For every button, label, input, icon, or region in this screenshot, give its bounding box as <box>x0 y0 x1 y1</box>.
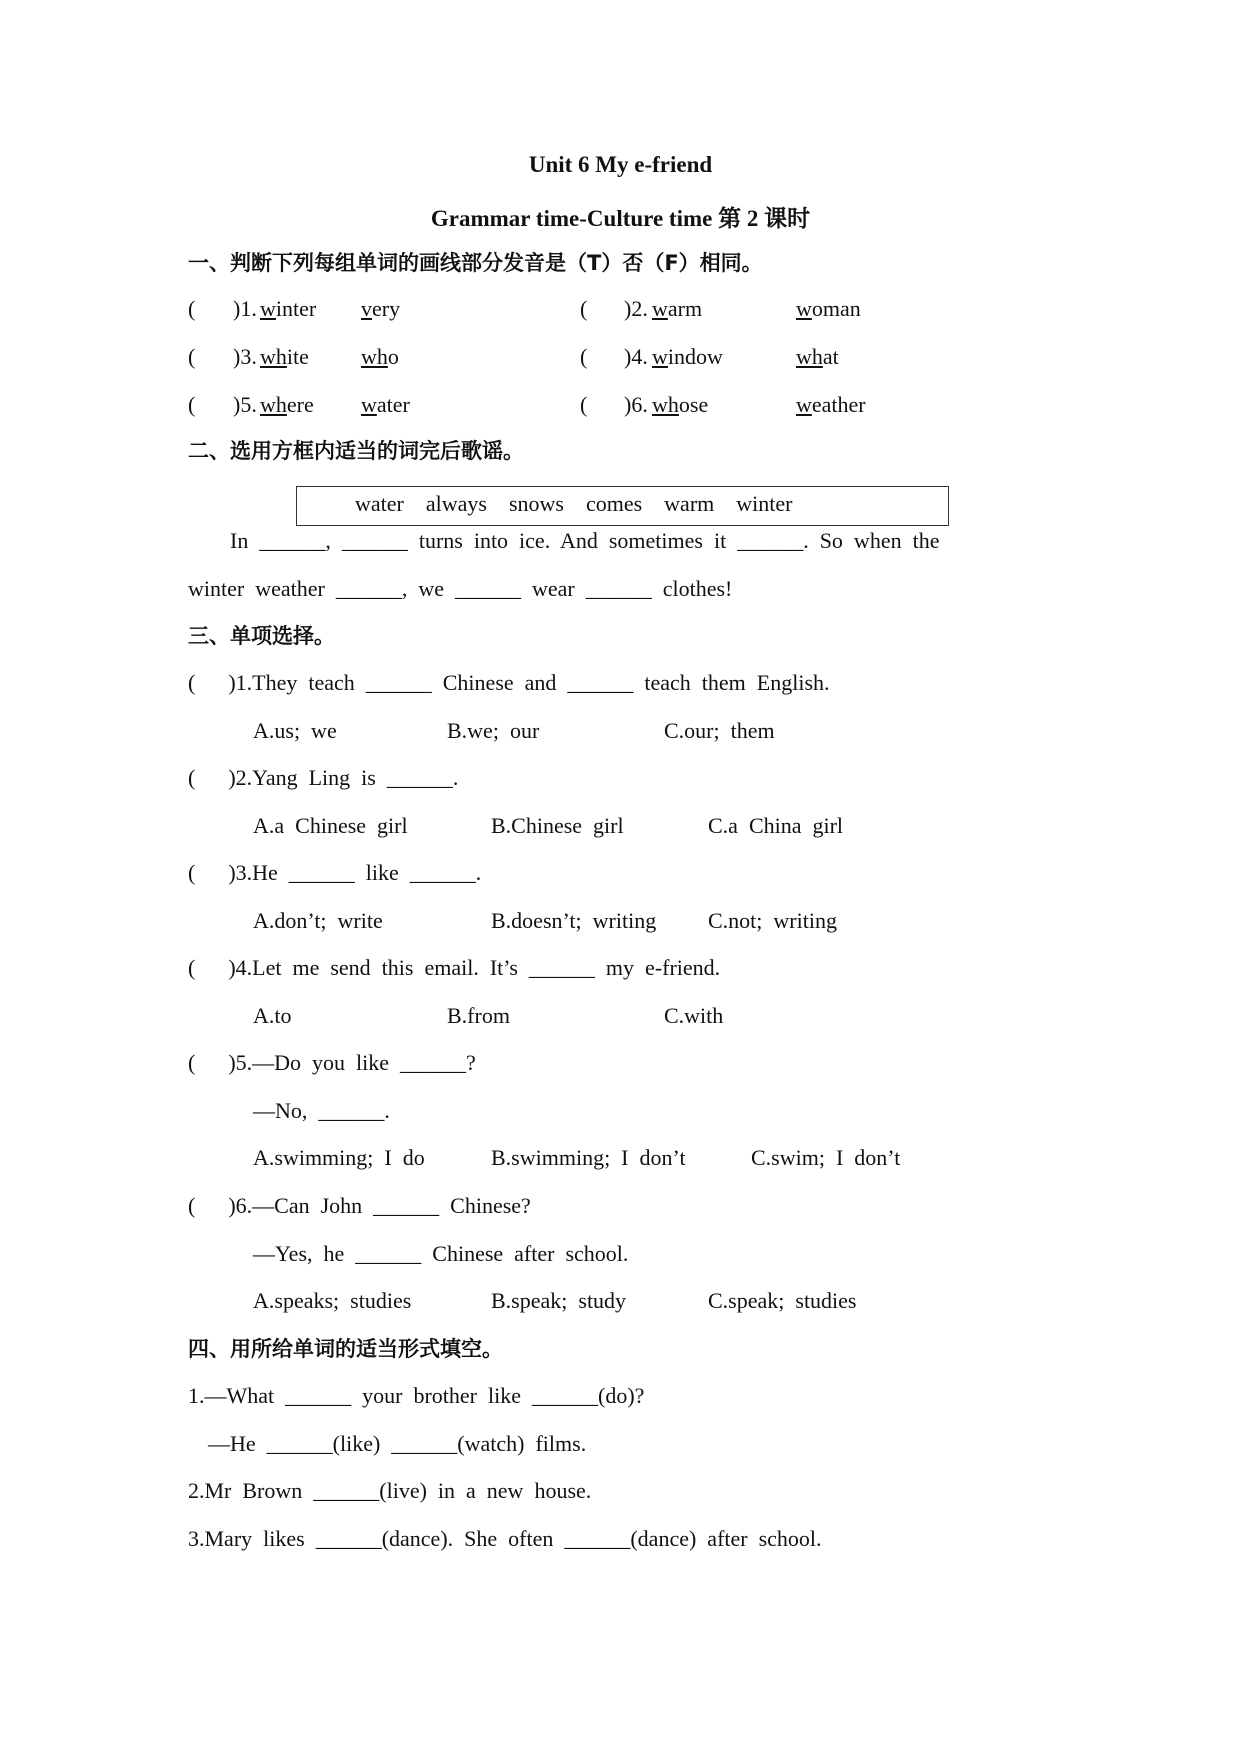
word-bank: water always snows comes warm winter <box>355 491 793 516</box>
section2-heading: 二、选用方框内适当的词完后歌谣。 <box>188 439 524 463</box>
underlined-part: w <box>796 392 812 417</box>
word-1: white <box>260 344 309 369</box>
section1-heading: 一、判断下列每组单词的画线部分发音是（T）否（F）相同。 <box>188 251 763 275</box>
question-text: ( )4.Let me send this email. It’s ______ my e-friend. <box>188 955 721 980</box>
option-a[interactable]: A.swimming; I do <box>253 1145 425 1170</box>
answer-paren[interactable]: ( <box>188 392 196 417</box>
answer-paren[interactable]: ( <box>580 344 588 369</box>
underlined-part: w <box>796 296 812 321</box>
word-2: weather <box>796 392 866 417</box>
underlined-part: w <box>652 344 668 369</box>
fill-line-1-reply: —He ______(like) ______(watch) films. <box>208 1431 587 1456</box>
option-c[interactable]: C.a China girl <box>708 813 844 838</box>
answer-paren[interactable]: ( <box>580 296 588 321</box>
word-1: winter <box>260 296 317 321</box>
option-a[interactable]: A.speaks; studies <box>253 1288 412 1313</box>
underlined-part: wh <box>260 392 287 417</box>
option-c[interactable]: C.swim; I don’t <box>751 1145 901 1170</box>
item-number: )3. <box>233 344 257 369</box>
word-1: window <box>652 344 723 369</box>
word-1: where <box>260 392 314 417</box>
word-2: water <box>361 392 410 417</box>
underlined-part: wh <box>652 392 679 417</box>
option-c[interactable]: C.our; them <box>664 718 775 743</box>
question-text: ( )1.They teach ______ Chinese and ______ teach them English. <box>188 670 830 695</box>
underlined-part: v <box>361 296 372 321</box>
fill-line-2: 2.Mr Brown ______(live) in a new house. <box>188 1478 592 1503</box>
option-c[interactable]: C.not; writing <box>708 908 837 933</box>
fill-line-3: 3.Mary likes ______(dance). She often ______(dance) after school. <box>188 1526 822 1551</box>
option-b[interactable]: B.speak; study <box>491 1288 627 1313</box>
word-2: woman <box>796 296 861 321</box>
word-2: what <box>796 344 839 369</box>
underlined-part: wh <box>260 344 287 369</box>
item-number: )6. <box>624 392 648 417</box>
worksheet-subtitle: Grammar time-Culture time 第 2 课时 <box>430 206 811 231</box>
question-text: ( )3.He ______ like ______. <box>188 860 482 885</box>
option-a[interactable]: A.to <box>253 1003 292 1028</box>
word-1: whose <box>652 392 709 417</box>
underlined-part: w <box>361 392 377 417</box>
item-number: )2. <box>624 296 648 321</box>
item-number: )5. <box>233 392 257 417</box>
rhyme-line-1: In ______, ______ turns into ice. And sometimes it ______. So when the <box>230 528 940 553</box>
answer-paren[interactable]: ( <box>580 392 588 417</box>
option-b[interactable]: B.doesn’t; writing <box>491 908 657 933</box>
word-1: warm <box>652 296 703 321</box>
option-b[interactable]: B.we; our <box>447 718 540 743</box>
underlined-part: wh <box>361 344 388 369</box>
question-text: ( )5.—Do you like ______? <box>188 1050 476 1075</box>
question-reply: —Yes, he ______ Chinese after school. <box>253 1241 629 1266</box>
underlined-part: w <box>652 296 668 321</box>
underlined-part: w <box>260 296 276 321</box>
answer-paren[interactable]: ( <box>188 344 196 369</box>
option-b[interactable]: B.from <box>447 1003 510 1028</box>
section4-heading: 四、用所给单词的适当形式填空。 <box>188 1337 503 1361</box>
answer-paren[interactable]: ( <box>188 296 196 321</box>
question-text: ( )6.—Can John ______ Chinese? <box>188 1193 531 1218</box>
option-a[interactable]: A.a Chinese girl <box>253 813 408 838</box>
question-reply: —No, ______. <box>253 1098 390 1123</box>
option-c[interactable]: C.speak; studies <box>708 1288 857 1313</box>
option-b[interactable]: B.swimming; I don’t <box>491 1145 686 1170</box>
worksheet-title: Unit 6 My e-friend <box>528 152 713 177</box>
section3-heading: 三、单项选择。 <box>188 624 335 648</box>
word-bank-box <box>296 486 949 526</box>
option-a[interactable]: A.us; we <box>253 718 337 743</box>
word-2: very <box>361 296 401 321</box>
option-b[interactable]: B.Chinese girl <box>491 813 624 838</box>
question-text: ( )2.Yang Ling is ______. <box>188 765 459 790</box>
underlined-part: wh <box>796 344 823 369</box>
option-a[interactable]: A.don’t; write <box>253 908 383 933</box>
fill-line-1: 1.—What ______ your brother like ______(do)? <box>188 1383 645 1408</box>
word-2: who <box>361 344 399 369</box>
item-number: )1. <box>233 296 257 321</box>
rhyme-line-2: winter weather ______, we ______ wear ______ clothes! <box>188 576 733 601</box>
item-number: )4. <box>624 344 648 369</box>
option-c[interactable]: C.with <box>664 1003 724 1028</box>
